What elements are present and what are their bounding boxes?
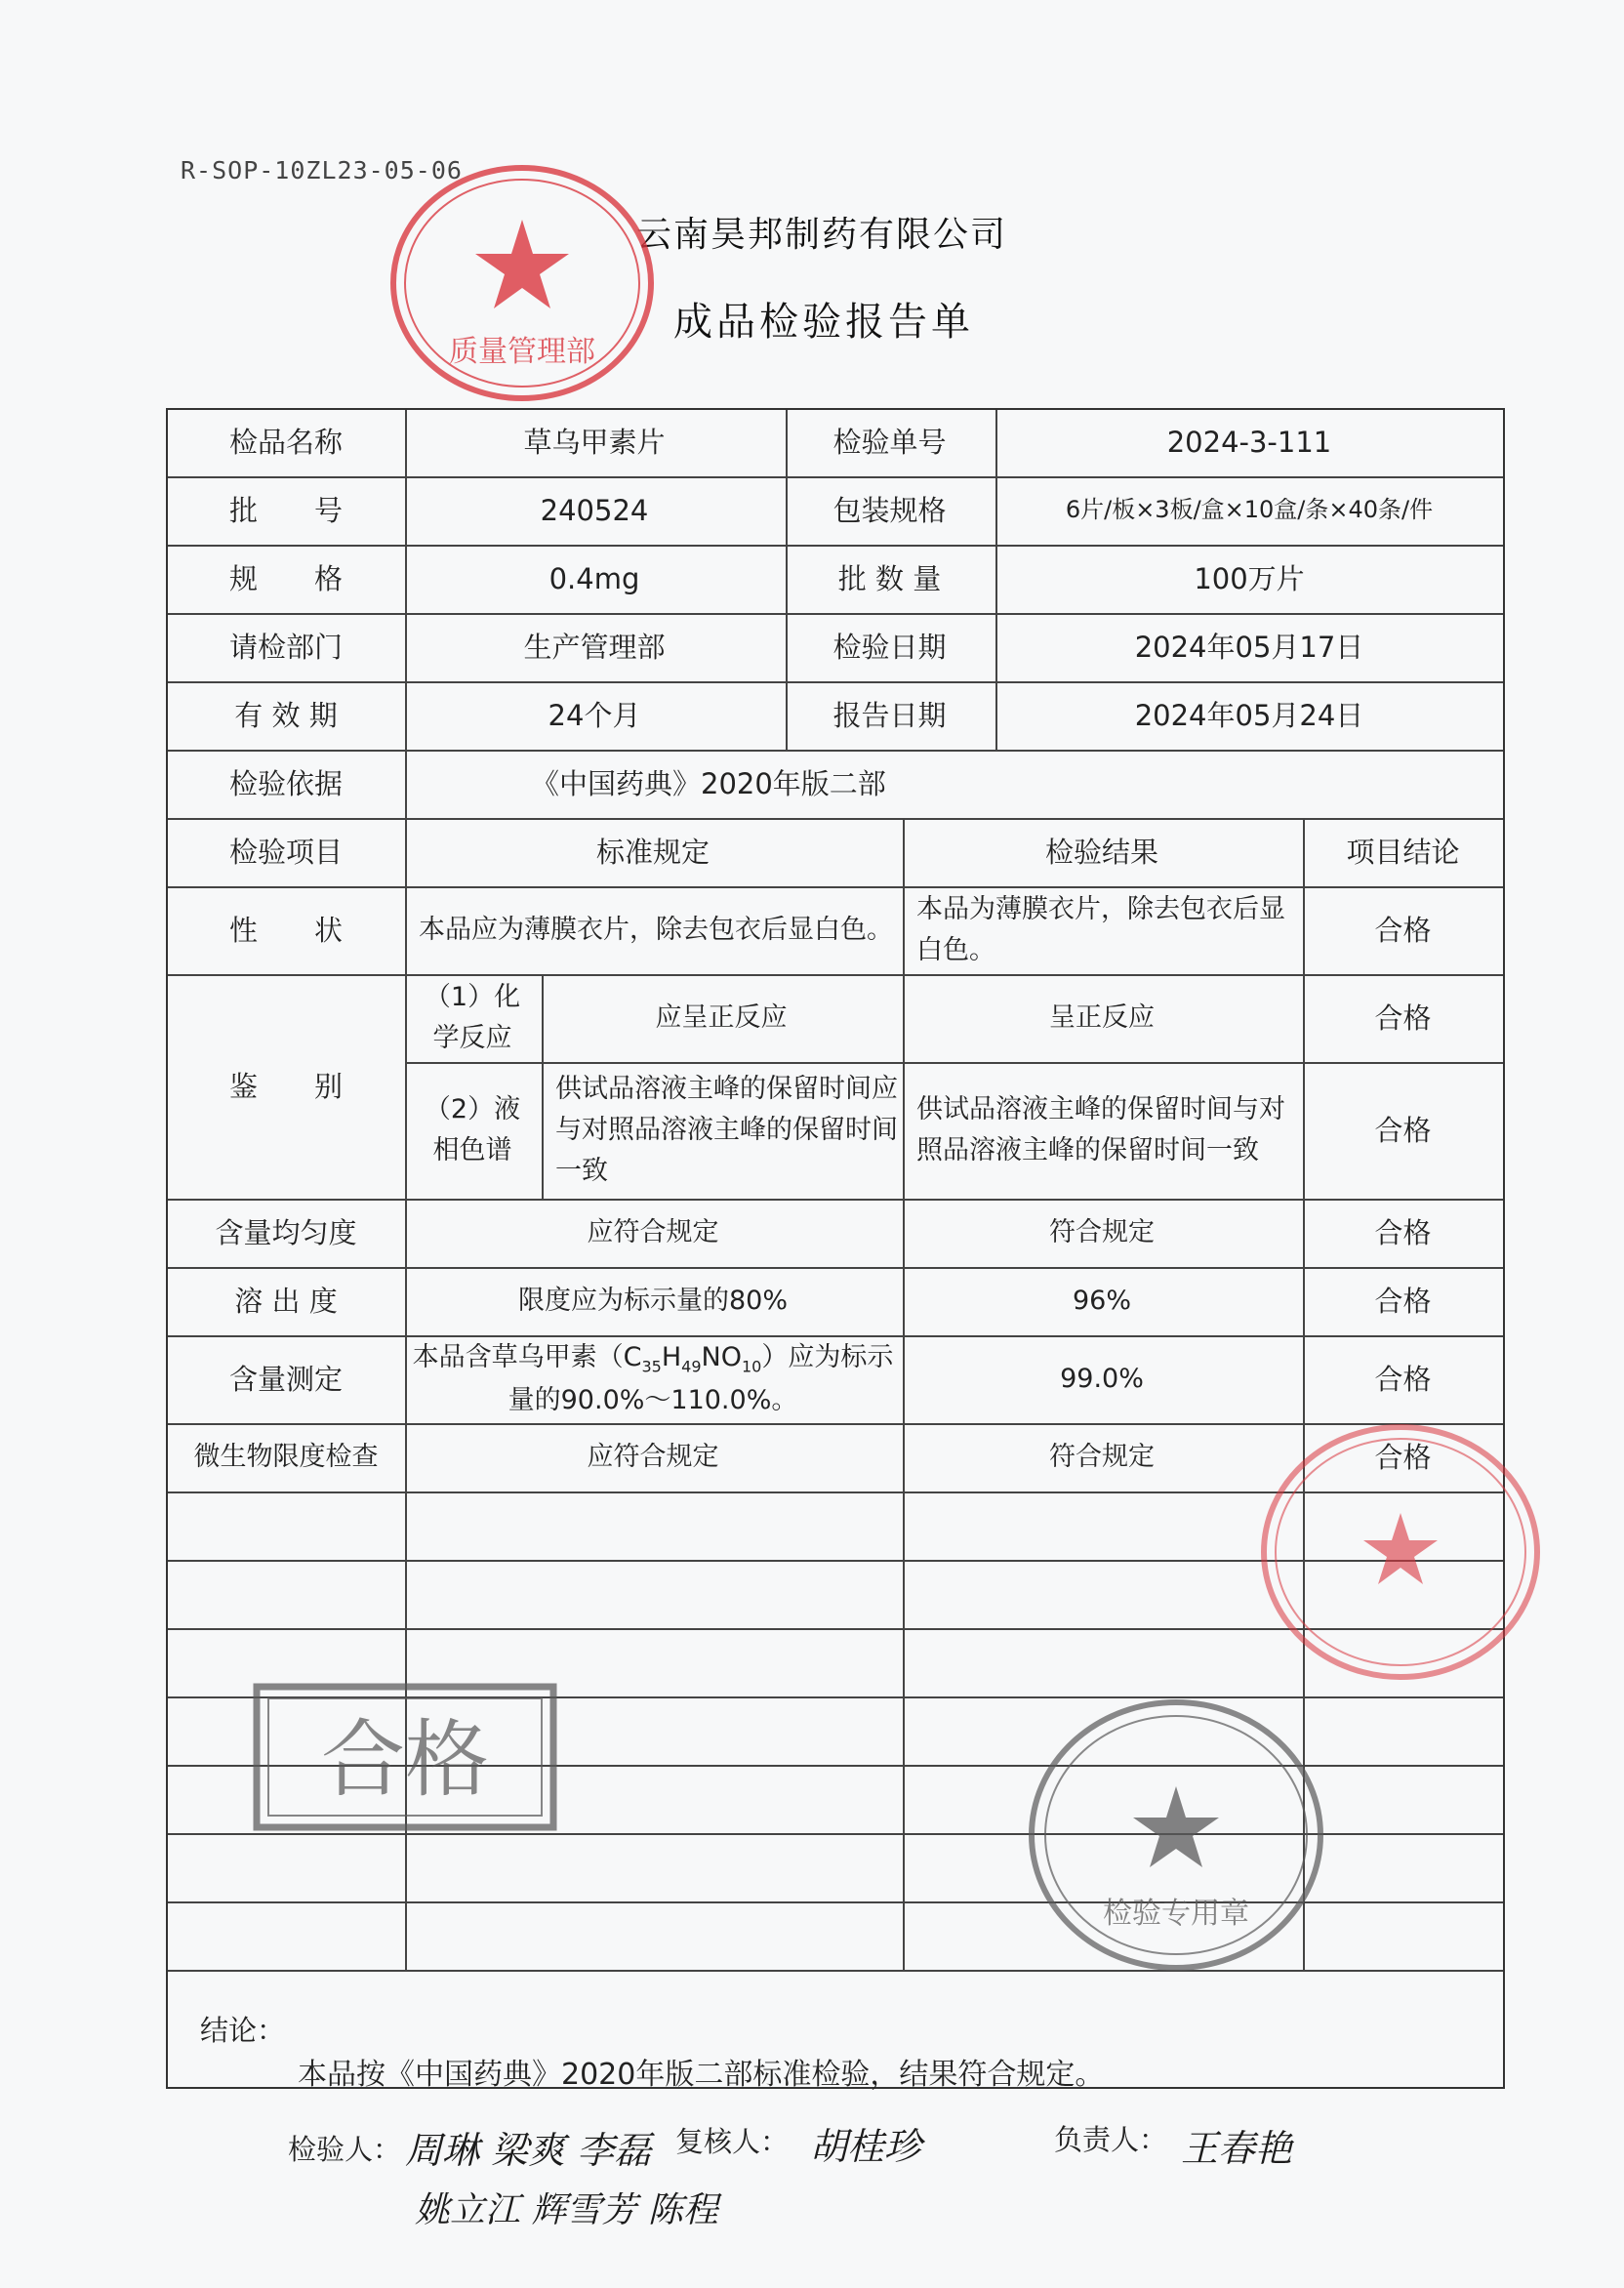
reviewer-signature: 胡桂珍 — [810, 2125, 922, 2168]
document-code: R-SOP-10ZL23-05-06 — [181, 156, 463, 184]
verdict-chemical: 合格 — [1374, 1001, 1432, 1035]
responsible-label: 负责人： — [1054, 2123, 1168, 2156]
reviewer-label: 复核人： — [675, 2125, 790, 2158]
verdict-assay: 合格 — [1374, 1362, 1432, 1396]
verdict-uniformity: 合格 — [1374, 1215, 1432, 1249]
label-batch-qty: 批 数 量 — [837, 561, 942, 595]
header-standard: 标准规定 — [595, 835, 710, 869]
label-product-name: 检品名称 — [228, 425, 343, 459]
label-batch: 批 号 — [228, 493, 343, 527]
label-spec: 规 格 — [228, 561, 343, 595]
standard-hplc: 供试品溶液主峰的保留时间应与对照品溶液主峰的保留时间一致 — [555, 1074, 898, 1186]
verdict-microbe: 合格 — [1374, 1440, 1432, 1474]
standard-assay — [405, 1337, 901, 1421]
svg-text:检验专用章: 检验专用章 — [1103, 1897, 1249, 1931]
header-result: 检验结果 — [1044, 835, 1158, 869]
header-item: 检验项目 — [228, 835, 343, 869]
batch-qty: 100万片 — [1194, 561, 1305, 595]
report-title: 成品检验报告单 — [673, 300, 974, 345]
test-no: 2024-3-111 — [1166, 425, 1332, 459]
spec: 0.4mg — [548, 561, 640, 595]
label-request-dept: 请检部门 — [228, 630, 343, 664]
result-microbe: 符合规定 — [1049, 1442, 1155, 1473]
label-test-no: 检验单号 — [832, 425, 947, 459]
result-uniformity: 符合规定 — [1049, 1217, 1155, 1248]
inspector-label: 检验人： — [288, 2133, 402, 2166]
standard-chemical: 应呈正反应 — [655, 1002, 788, 1034]
item-uniformity: 含量均匀度 — [215, 1215, 357, 1249]
conclusion-label: 结论： — [200, 2014, 286, 2047]
result-chemical: 呈正反应 — [1049, 1002, 1155, 1034]
standard-dissolution: 限度应为标示量的80% — [517, 1286, 788, 1317]
standard-uniformity: 应符合规定 — [587, 1217, 719, 1248]
label-basis: 检验依据 — [228, 766, 343, 800]
svg-text:质量管理部: 质量管理部 — [449, 335, 595, 369]
svg-text:合格: 合格 — [321, 1711, 489, 1809]
result-assay: 99.0% — [1060, 1364, 1144, 1395]
result-dissolution: 96% — [1072, 1286, 1131, 1317]
report-date: 2024年05月24日 — [1134, 698, 1364, 732]
request-dept: 生产管理部 — [523, 630, 666, 664]
label-validity: 有 效 期 — [234, 698, 338, 732]
company-name: 云南昊邦制药有限公司 — [636, 215, 1008, 255]
standard-assay-line1: 本品含草乌甲素$(C_{35}H_{49}NO_{10})$应为标示 — [412, 1342, 894, 1376]
result-appearance: 本品为薄膜衣片，除去包衣后显白色。 — [916, 894, 1285, 965]
responsible-signature: 王春艳 — [1181, 2127, 1293, 2170]
validity: 24个月 — [548, 698, 641, 732]
label-test-date: 检验日期 — [832, 630, 947, 664]
test-date: 2024年05月17日 — [1134, 630, 1364, 664]
item-identification: 鉴 别 — [228, 1069, 343, 1103]
result-hplc: 供试品溶液主峰的保留时间与对照品溶液主峰的保留时间一致 — [916, 1094, 1285, 1165]
item-appearance: 性 状 — [228, 913, 343, 947]
label-report-date: 报告日期 — [832, 698, 947, 732]
label-package: 包装规格 — [832, 493, 947, 527]
item-microbe: 微生物限度检查 — [193, 1442, 379, 1473]
sub-chemical: （1）化学反应 — [424, 982, 521, 1053]
sub-hplc: （2）液相色谱 — [424, 1094, 521, 1165]
product-name: 草乌甲素片 — [523, 425, 666, 459]
verdict-appearance: 合格 — [1374, 913, 1432, 947]
standard-microbe: 应符合规定 — [587, 1442, 719, 1473]
standard-assay-line2: 量的90.0%～110.0%。 — [508, 1384, 798, 1415]
inspector-signature-1: 周琳 梁爽 李磊 — [405, 2129, 652, 2172]
item-assay: 含量测定 — [228, 1362, 343, 1396]
standard-appearance: 本品应为薄膜衣片，除去包衣后显白色。 — [419, 915, 893, 946]
verdict-hplc: 合格 — [1374, 1113, 1432, 1147]
conclusion-text: 本品按《中国药典》2020年版二部标准检验，结果符合规定。 — [298, 2058, 1105, 2092]
verdict-dissolution: 合格 — [1374, 1284, 1432, 1318]
item-dissolution: 溶 出 度 — [234, 1284, 338, 1318]
package-spec: 6片/板×3板/盒×10盒/条×40条/件 — [1065, 496, 1434, 524]
header-verdict: 项目结论 — [1346, 835, 1460, 869]
basis: 《中国药典》2020年版二部 — [531, 766, 886, 800]
qa-department-stamp — [386, 161, 659, 405]
batch-number: 240524 — [540, 493, 649, 527]
inspector-signature-2: 姚立江 辉雪芳 陈程 — [415, 2190, 718, 2230]
